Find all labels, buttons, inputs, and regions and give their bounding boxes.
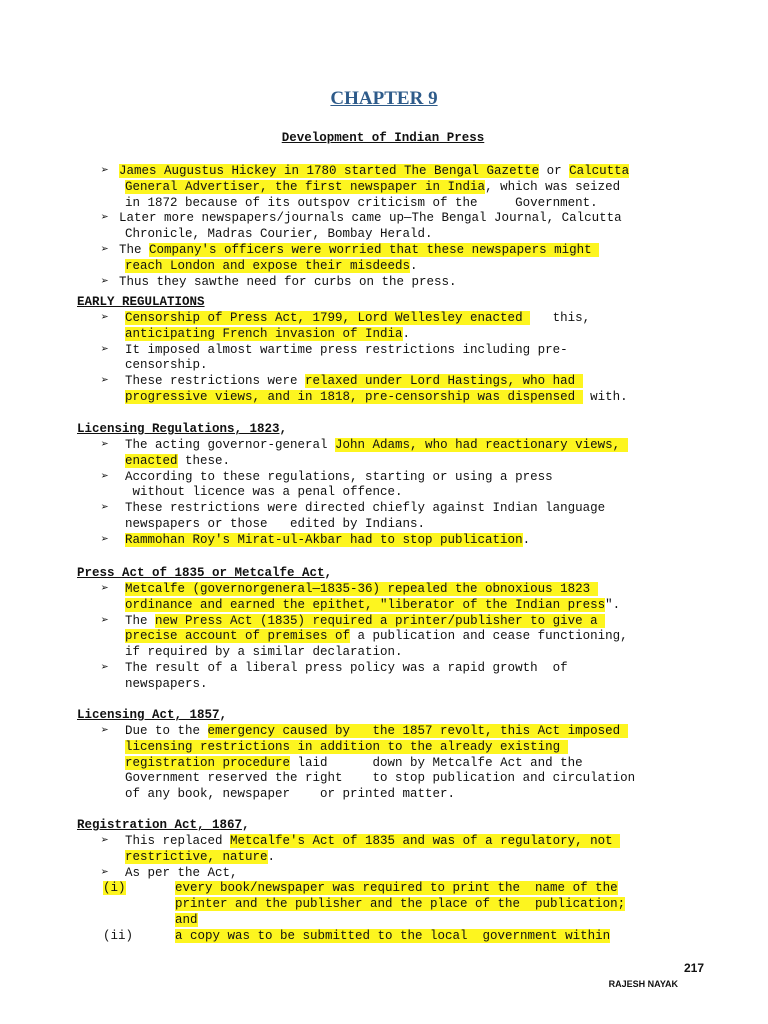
text-run: The — [125, 613, 156, 628]
text-run: in 1872 because of its outspov criticism of the Government. — [125, 195, 598, 210]
text-run: this, — [530, 311, 591, 325]
highlighted-text: enacted — [125, 453, 178, 468]
highlighted-text: printer and the publisher and the place of the publication; — [175, 897, 626, 912]
section-heading — [77, 421, 287, 437]
text-line — [125, 739, 568, 755]
text-line — [125, 437, 628, 453]
text-run: of any book, newspaper or printed matter. — [125, 787, 456, 802]
highlighted-text: Metcalfe's Act of 1835 and was of a regulatory, not — [230, 834, 621, 848]
section-heading-text: Licensing Act, 1857 — [77, 708, 220, 722]
text-run: These restrictions were — [125, 374, 306, 389]
text-line — [125, 357, 208, 373]
text-run: The acting governor-general — [125, 438, 336, 452]
text-line — [125, 373, 583, 389]
highlighted-text: Censorship of Press Act, 1799, Lord Wellesley enacted — [125, 311, 531, 325]
text-run: newspapers or those edited by Indians. — [125, 517, 426, 531]
section-heading-punct: , — [242, 818, 250, 832]
text-line — [125, 676, 208, 692]
section-heading — [77, 817, 250, 833]
bullet-arrow-icon: ➢ — [101, 341, 109, 357]
text-run: newspapers. — [125, 676, 208, 691]
text-run: The result of a liberal press policy was a rapid growth of — [125, 661, 568, 675]
bullet-arrow-icon: ➢ — [101, 531, 109, 547]
section-heading — [77, 294, 205, 310]
bullet-arrow-icon: ➢ — [101, 242, 109, 257]
text-line — [125, 195, 598, 211]
bullet-arrow-icon: ➢ — [101, 468, 109, 484]
text-run: Due to the — [125, 724, 208, 738]
highlighted-text: Calcutta — [569, 164, 630, 178]
text-line — [125, 469, 553, 485]
highlighted-text: reach London and expose their misdeeds — [125, 258, 411, 273]
text-run: censorship. — [125, 358, 208, 373]
highlighted-text: anticipating French invasion of India — [125, 326, 403, 341]
sub-item-label — [103, 880, 126, 896]
text-line — [125, 786, 455, 802]
text-line — [119, 210, 622, 226]
text-run: According to these regulations, starting or using a press — [125, 469, 553, 484]
text-line — [125, 532, 530, 548]
highlighted-text: Metcalfe (governorgeneral—1835-36) repealed the obnoxious 1823 — [125, 582, 598, 596]
section-heading-punct: , — [219, 708, 228, 722]
highlighted-text: registration procedure — [125, 755, 291, 770]
highlighted-text: new Press Act (1835) required a printer/publisher to give a — [155, 613, 606, 628]
text-line — [125, 613, 605, 629]
bullet-arrow-icon: ➢ — [101, 373, 109, 389]
bullet-arrow-icon: ➢ — [101, 310, 109, 325]
text-run: if required by a similar declaration. — [125, 645, 403, 660]
text-line — [125, 644, 403, 660]
text-line — [125, 660, 568, 676]
text-run: a publication and cease functioning, — [350, 629, 628, 644]
section-heading — [77, 707, 227, 723]
text-line — [125, 310, 590, 326]
text-line — [125, 342, 568, 358]
section-heading-text: Registration Act, 1867 — [77, 818, 243, 832]
text-line — [119, 274, 457, 290]
text-line — [125, 516, 425, 532]
bullet-arrow-icon: ➢ — [101, 273, 109, 289]
highlighted-text: restrictive, nature — [125, 849, 268, 864]
document-subtitle: Development of Indian Press — [281, 131, 485, 145]
text-line — [125, 628, 628, 644]
text-line — [125, 770, 635, 786]
text-run: these. — [177, 453, 231, 468]
text-line — [125, 500, 605, 516]
highlighted-text: James Augustus Hickey in 1780 started The Bengal Gazette — [119, 164, 540, 178]
bullet-arrow-icon: ➢ — [101, 660, 109, 675]
highlighted-text: emergency caused by the 1857 revolt, this Act imposed — [207, 724, 628, 738]
text-run: This replaced — [125, 834, 231, 848]
bullet-arrow-icon: ➢ — [101, 612, 109, 628]
sub-item-label — [103, 928, 133, 944]
text-line — [125, 453, 230, 469]
text-line — [175, 912, 198, 928]
highlighted-text: and — [175, 913, 198, 927]
highlighted-text: Company's officers were worried that these newspapers might — [149, 243, 600, 257]
text-run: . — [402, 326, 411, 341]
chapter-title: CHAPTER 9 — [330, 88, 438, 109]
text-run: without licence was a penal offence. — [125, 485, 403, 500]
text-line — [125, 723, 628, 739]
bullet-arrow-icon: ➢ — [101, 864, 109, 880]
text-line — [175, 896, 625, 912]
text-run: ". — [605, 597, 621, 612]
text-run: It imposed almost wartime press restrictions including pre- — [125, 342, 568, 357]
section-heading-text: Press Act of 1835 or Metcalfe Act — [77, 566, 325, 580]
sub-item-label-text: (ii) — [103, 928, 134, 943]
text-line — [125, 179, 620, 195]
highlighted-text: John Adams, who had reactionary views, — [335, 438, 628, 452]
text-line — [125, 326, 410, 342]
text-run: . — [267, 849, 276, 864]
highlighted-text: a copy was to be submitted to the local government within — [175, 928, 611, 943]
author-footer: RAJESH NAYAK — [608, 979, 678, 989]
text-line — [125, 597, 620, 613]
text-line — [175, 928, 610, 944]
text-run: laid down by Metcalfe Act and the — [290, 755, 583, 770]
highlighted-text: progressive views, and in 1818, pre-censorship was dispensed — [125, 390, 583, 404]
page-number: 217 — [683, 961, 704, 975]
section-heading-punct: , — [324, 566, 333, 580]
text-run: As per the Act, — [125, 865, 238, 880]
highlighted-text: General Advertiser, the first newspaper in India — [125, 179, 486, 194]
text-run: Thus they sawthe need for curbs on the press. — [119, 274, 457, 289]
text-line — [125, 258, 418, 274]
section-heading-text: Licensing Regulations, 1823 — [77, 422, 280, 436]
section-heading — [77, 565, 332, 581]
text-run: The — [119, 243, 150, 257]
text-run: Later more newspapers/journals came up—The Bengal Journal, Calcutta — [119, 211, 622, 226]
sub-item-label-text: (i) — [103, 881, 126, 896]
bullet-arrow-icon: ➢ — [101, 437, 109, 452]
bullet-arrow-icon: ➢ — [101, 210, 109, 226]
highlighted-text: licensing restrictions in addition to the already existing — [125, 739, 568, 754]
text-line — [125, 865, 238, 881]
text-line — [125, 833, 620, 849]
bullet-arrow-icon: ➢ — [101, 833, 109, 848]
highlighted-text: ordinance and earned the epithet, "liberator of the Indian press — [125, 597, 606, 612]
highlighted-text: relaxed under Lord Hastings, who had — [305, 374, 583, 389]
text-run: , which was seized — [485, 179, 621, 194]
bullet-arrow-icon: ➢ — [101, 723, 109, 738]
text-line — [175, 880, 618, 896]
text-run: . — [522, 532, 531, 547]
bullet-arrow-icon: ➢ — [101, 500, 109, 516]
text-line — [119, 242, 599, 258]
highlighted-text: precise account of premises of — [125, 629, 351, 644]
text-run: . — [410, 258, 418, 273]
text-line — [125, 849, 275, 865]
text-line — [125, 226, 433, 242]
text-line — [119, 163, 629, 179]
text-run: Government reserved the right to stop publication and circulation — [125, 771, 636, 786]
text-run: with. — [582, 390, 628, 404]
text-line — [125, 755, 583, 771]
text-run: or — [539, 164, 570, 178]
section-heading-text: EARLY REGULATIONS — [77, 295, 205, 309]
text-line — [125, 581, 598, 597]
bullet-arrow-icon: ➢ — [101, 581, 109, 596]
bullet-arrow-icon: ➢ — [101, 163, 109, 178]
text-line — [125, 484, 403, 500]
text-line — [125, 389, 628, 405]
highlighted-text: Rammohan Roy's Mirat-ul-Akbar had to stop publication — [125, 532, 523, 547]
highlighted-text: every book/newspaper was required to print the name of the — [175, 881, 618, 896]
text-run: These restrictions were directed chiefly against Indian language — [125, 501, 606, 516]
text-run: Chronicle, Madras Courier, Bombay Herald. — [125, 227, 433, 242]
section-heading-punct: , — [279, 422, 288, 436]
